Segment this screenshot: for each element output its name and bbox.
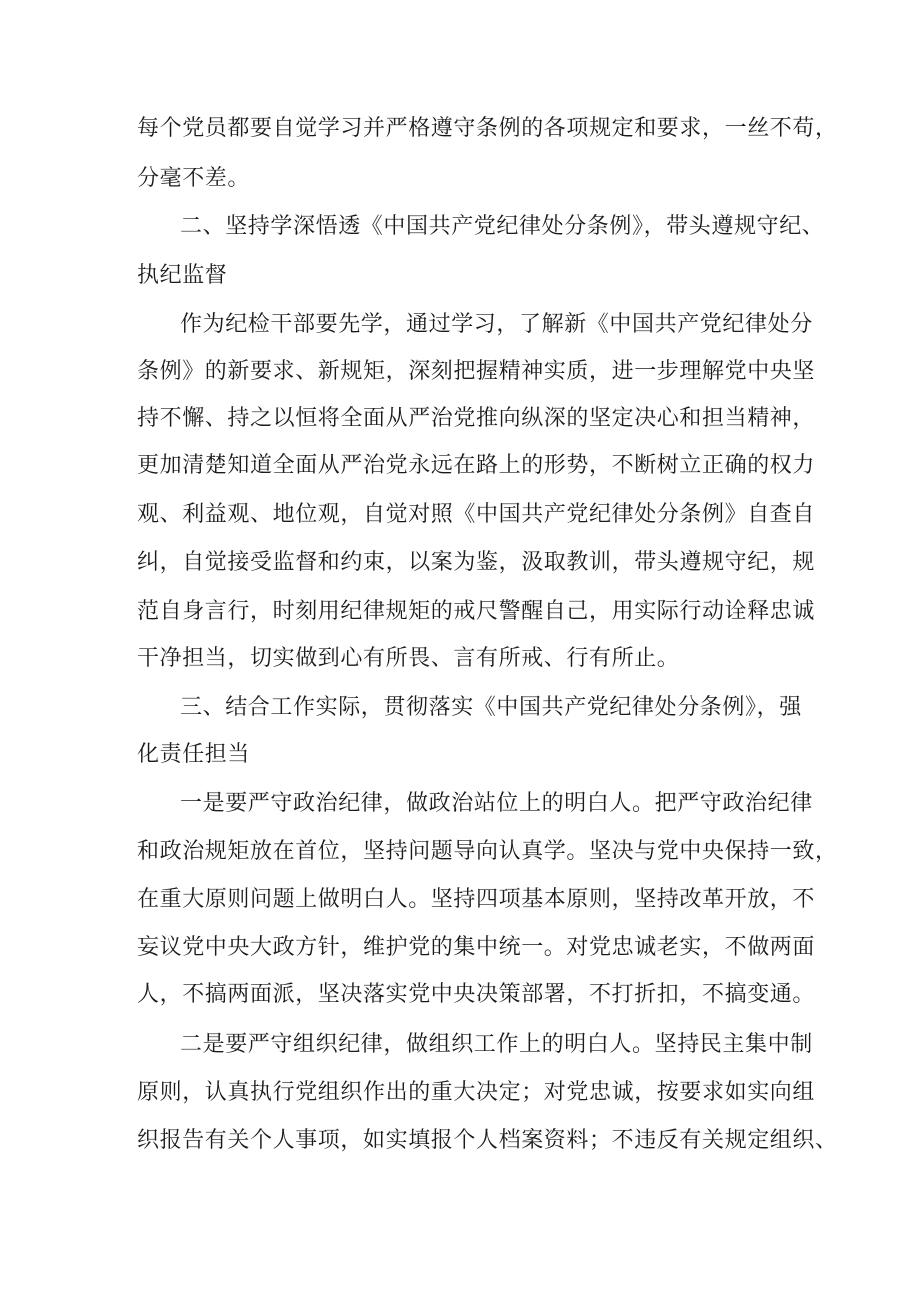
text-line: 分毫不差。 xyxy=(137,166,251,191)
text-line: 一是要严守政治纪律，做政治站位上的明白人。把严守政治纪律 xyxy=(180,791,813,816)
text-line: 持不懈、持之以恒将全面从严治党推向纵深的坚定决心和担当精神， xyxy=(137,406,816,431)
text-line: 干净担当，切实做到心有所畏、言有所戒、行有所止。 xyxy=(137,646,680,671)
text-line: 范自身言行，时刻用纪律规矩的戒尺警醒自己，用实际行动诠释忠诚 xyxy=(137,599,816,624)
section-heading: 执纪监督 xyxy=(137,263,228,288)
text-line: 作为纪检干部要先学，通过学习，了解新《中国共产党纪律处分 xyxy=(180,312,813,337)
text-line: 每个党员都要自觉学习并严格遵守条例的各项规定和要求，一丝不苟， xyxy=(137,116,838,141)
text-line: 纠，自觉接受监督和约束，以案为鉴，汲取教训，带头遵规守纪，规 xyxy=(137,550,816,575)
text-line: 在重大原则问题上做明白人。坚持四项基本原则，坚持改革开放，不 xyxy=(137,887,816,912)
section-heading: 二、坚持学深悟透《中国共产党纪律处分条例》，带头遵规守纪、 xyxy=(180,214,825,239)
text-line: 织报告有关个人事项，如实填报个人档案资料；不违反有关规定组织、 xyxy=(137,1128,838,1153)
text-line: 和政治规矩放在首位，坚持问题导向认真学。坚决与党中央保持一致， xyxy=(137,839,838,864)
text-line: 观、利益观、地位观，自觉对照《中国共产党纪律处分条例》自查自 xyxy=(137,502,816,527)
section-heading: 化责任担当 xyxy=(137,742,251,767)
text-line: 条例》的新要求、新规矩，深刻把握精神实质，进一步理解党中央坚 xyxy=(137,359,816,384)
text-line: 人，不搞两面派，坚决落实党中央决策部署，不打折扣，不搞变通。 xyxy=(137,982,816,1007)
text-line: 原则，认真执行党组织作出的重大决定；对党忠诚，按要求如实向组 xyxy=(137,1080,816,1105)
section-heading: 三、结合工作实际，贯彻落实《中国共产党纪律处分条例》，强 xyxy=(180,695,802,720)
text-line: 妄议党中央大政方针，维护党的集中统一。对党忠诚老实，不做两面 xyxy=(137,935,816,960)
text-line: 更加清楚知道全面从严治党永远在路上的形势，不断树立正确的权力 xyxy=(137,453,816,478)
text-line: 二是要严守组织纪律，做组织工作上的明白人。坚持民主集中制 xyxy=(180,1032,813,1057)
